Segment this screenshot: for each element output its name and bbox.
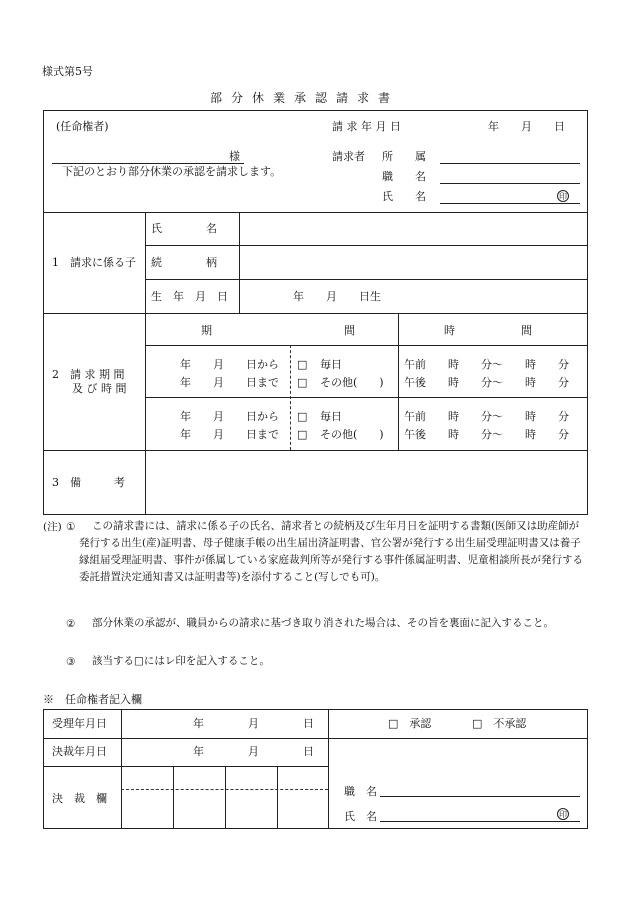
request-date-value[interactable]: 年 月 日 <box>488 120 565 133</box>
seal-icon: 印 <box>559 810 567 819</box>
seal-icon: 印 <box>559 192 567 201</box>
decision-date-label: 決裁年月日 <box>52 745 107 758</box>
approver-name-label: 氏 名 <box>344 810 377 823</box>
daily-checkbox-a[interactable]: □ <box>297 358 308 371</box>
note3-text: 該当する□にはレ印を記入すること。 <box>92 655 270 667</box>
other-checkbox-a[interactable]: □ <box>297 376 308 389</box>
approver-post-field[interactable] <box>380 796 580 797</box>
relation-label: 続 柄 <box>151 256 217 269</box>
other-checkbox-b[interactable]: □ <box>297 428 308 441</box>
birthdate-value[interactable]: 年 月 日生 <box>293 290 381 303</box>
page-title: 部分休業承認請求書 <box>210 91 400 105</box>
kessai-label: 決 裁 欄 <box>52 792 107 805</box>
appointer-name-line[interactable] <box>52 163 244 164</box>
affiliation-label: 所 属 <box>382 150 426 163</box>
date-to-a[interactable]: 年 月 日まで <box>180 376 279 389</box>
approve-checkbox[interactable]: □ 承認 <box>388 717 432 730</box>
child-name-label: 氏 名 <box>151 222 217 235</box>
post-field[interactable] <box>440 183 580 184</box>
decision-date-value[interactable]: 年 月 日 <box>193 745 314 758</box>
request-date-label: 請 求 年 月 日 <box>332 120 401 133</box>
pm-time-b[interactable]: 午後 時 分～ 時 分 <box>404 428 569 441</box>
sama-label: 様 <box>229 150 240 163</box>
am-time-b[interactable]: 午前 時 分～ 時 分 <box>404 410 569 423</box>
am-time-a[interactable]: 午前 時 分～ 時 分 <box>404 358 569 371</box>
affiliation-field[interactable] <box>440 163 580 164</box>
section3-label: 3 備 考 <box>52 476 125 489</box>
appointer-section-heading: ※ 任命権者記入欄 <box>43 693 142 706</box>
approver-name-field[interactable] <box>380 821 580 822</box>
form-number: 様式第5号 <box>42 65 93 78</box>
name-field[interactable] <box>440 203 580 204</box>
date-from-a[interactable]: 年 月 日から <box>180 358 279 371</box>
request-statement: 下記のとおり部分休業の承認を請求します。 <box>62 165 282 178</box>
daily-label-a: 毎日 <box>320 358 342 371</box>
other-label-b: その他( ) <box>320 428 384 441</box>
daily-checkbox-b[interactable]: □ <box>297 410 308 423</box>
note1-text: この請求書には、請求に係る子の氏名、請求者との続柄及び生年月日を証明する書類(医師又は助産師が発行する出生(産)証明書、母子健康手帳の出生届出済証明書、官公署が発行する出生届受理証明書又は養子縁組届受理証明書、事件が係属している家庭裁判所等が発行する事件係属証明書、児童相談所長が発行する委託措置決定通知書又は証明書等)を添付すること(写しでも可)。 <box>79 520 583 583</box>
receipt-date-value[interactable]: 年 月 日 <box>193 717 314 730</box>
note2-mark: ② <box>66 618 76 630</box>
section1-label: 1 請求に係る子 <box>52 256 136 269</box>
receipt-date-label: 受理年月日 <box>52 717 107 730</box>
daily-label-b: 毎日 <box>320 410 342 423</box>
date-to-b[interactable]: 年 月 日まで <box>180 428 279 441</box>
notes-prefix: (注) <box>43 521 62 533</box>
name-label: 氏 名 <box>382 190 426 203</box>
disapprove-checkbox[interactable]: □ 不承認 <box>472 717 527 730</box>
birthdate-label: 生 年 月 日 <box>151 290 228 303</box>
note1-mark: ① <box>66 521 76 533</box>
other-label-a: その他( ) <box>320 376 384 389</box>
post-label: 職 名 <box>382 170 426 183</box>
approver-post-label: 職 名 <box>344 785 377 798</box>
date-from-b[interactable]: 年 月 日から <box>180 410 279 423</box>
section2-label-2: 及 び 時 間 <box>72 382 127 395</box>
period-header: 期 間 <box>201 324 355 337</box>
appointer-label: (任命権者) <box>56 120 109 133</box>
time-header: 時 間 <box>444 324 532 337</box>
note3-mark: ③ <box>66 656 76 668</box>
note2-text: 部分休業の承認が、職員からの請求に基づき取り消された場合は、その旨を裏面に記入すること。 <box>92 617 554 629</box>
pm-time-a[interactable]: 午後 時 分～ 時 分 <box>404 376 569 389</box>
remarks-field[interactable] <box>150 458 582 508</box>
section2-label-1: 2 請 求 期 間 <box>52 368 125 381</box>
requester-label: 請求者 <box>332 150 365 163</box>
